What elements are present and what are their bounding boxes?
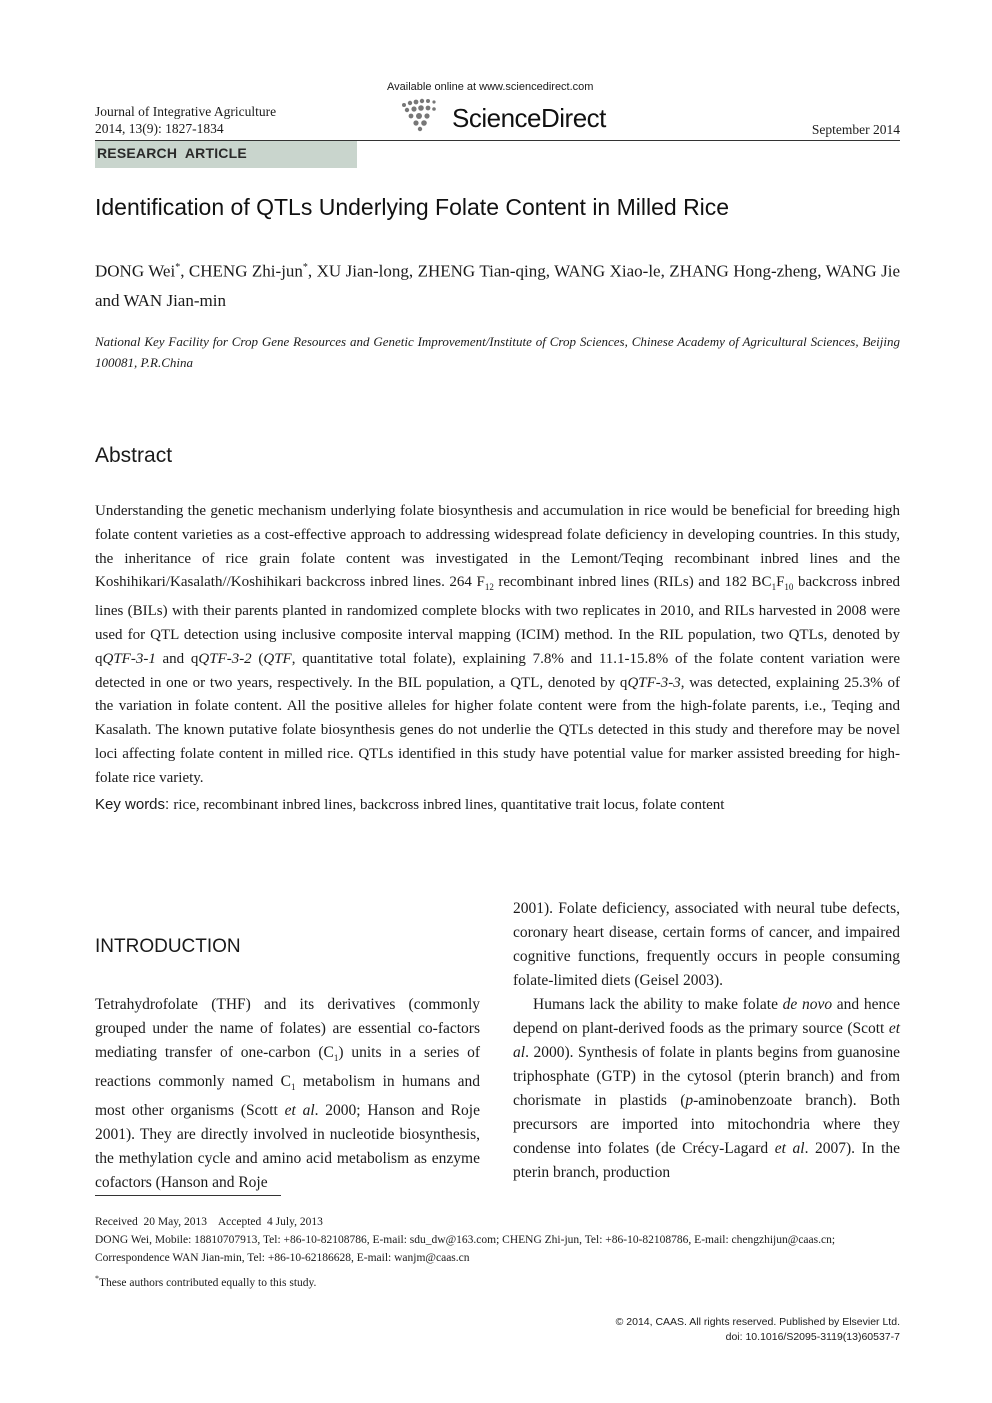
equal-contribution-mark: * (302, 262, 308, 273)
publisher-logo-text: ScienceDirect (452, 103, 606, 133)
intro-right-column (513, 897, 900, 1185)
intro-paragraph: 2001). Folate deficiency, associated with neural tube defects, coronary heart disease, certain forms of cancer, and impaired cognitive functions, frequently occurs in people consuming folate-limited diets (Geisel 2003). (513, 900, 900, 989)
sciencedirect-logo-icon (398, 97, 440, 133)
keywords (95, 796, 900, 814)
doi-link[interactable]: doi: 10.1016/S2095-3119(13)60537-7 (725, 1331, 900, 1343)
copyright (560, 1315, 900, 1345)
affiliation: National Key Facility for Crop Gene Resources and Genetic Improvement/Institute of Crop Sciences, Chinese Academy of Agricultural Sciences, Beijing 100081, P.R.China (95, 334, 900, 370)
journal-info (95, 103, 276, 137)
paper-title: Identification of QTLs Underlying Folate Content in Milled Rice (95, 194, 730, 220)
keywords-text: rice, recombinant inbred lines, backcross inbred lines, quantitative trait locus, folate content (173, 797, 725, 813)
equal-contribution-mark: * (175, 262, 181, 273)
abstract-body: Understanding the genetic mechanism underlying folate biosynthesis and accumulation in rice would be beneficial for breeding high folate content varieties as a cost-effective approach to addressing widespread folate deficiency in developing countries. In this study, the inheritance of rice grain folate content was investigated in the Lemont/Teqing recombinant inbred lines and the Koshihikari/Kasalath//Koshihikari backcross inbred lines. 264 $F_{12}$ recombinant inbred lines (RILs) and 182 $BC_1F_{10}$ backcross inbred lines (BILs) with their parents planted in randomized complete blocks with two replicates in 2010, and RILs harvested in 2008 were used for QTL detection using inclusive composite interval mapping (ICIM) method. In the RIL population, two QTLs, denoted by qQTF-3-1 and qQTF-3-2 (QTF, quantitative total folate), explaining 7.8% and 11.1-15.8% of the folate content variation were detected in one or two years, respectively. In the BIL population, a QTL, denoted by qQTF-3-3, was detected, explaining 25.3% of the variation in folate content. All the positive alleles for higher folate content were from the high-folate parents, i.e., Teqing and Kasalath. The known putative folate biosynthesis genes do not underlie the QTLs detected in this study and therefore may be novel loci affecting folate content in milled rice. QTLs identified in this study have potential value for marker assisted breeding for high-folate rice variety. (95, 503, 900, 786)
journal-name: Journal of Integrative Agriculture (95, 104, 277, 119)
available-online-link[interactable]: Available online at www.sciencedirect.com (387, 81, 594, 93)
intro-paragraph: Humans lack the ability to make folate de novo and hence depend on plant-derived foods as the primary source (Scott et al. 2000). Synthesis of folate in plants begins from guanosine triphosphate (GTP) in the cytosol (pterin branch) and from chorismate in plastids (p-aminobenzoate branch). Both precursors are imported into mitochondria where they condense into folates (de Crécy-Lagard et al. 2007). In the pterin branch, production (513, 996, 900, 1181)
copyright-line: © 2014, CAAS. All rights reserved. Published by Elsevier Ltd. (615, 1316, 900, 1328)
journal-citation: 2014, 13(9): 1827-1834 (95, 121, 224, 136)
author-names-rest: , XU Jian-long, ZHENG Tian-qing, WANG Xiao-le, ZHANG Hong-zheng, WANG Jie and WAN Jian-min (95, 261, 900, 310)
contact-info: DONG Wei, Mobile: 18810707913, Tel: +86-10-82108786, E-mail: sdu_dw@163.com; CHENG Zhi-jun, Tel: +86-10-82108786, E-mail: chengzhijun@caas.cn; Correspondence WAN Jian-min, Tel: +86-10-62186628, E-mail: wanjm@caas.cn (95, 1234, 836, 1264)
intro-left-column (95, 993, 480, 1195)
footnotes (95, 1213, 900, 1292)
keywords-label: Key words: (95, 796, 174, 813)
author-name: , CHENG Zhi-jun (180, 261, 303, 281)
author-name: DONG Wei (95, 261, 176, 281)
author-list (95, 253, 900, 315)
intro-paragraph: Tetrahydrofolate (THF) and its derivatives (commonly grouped under the name of folates) are essential co-factors mediating transfer of one-carbon $(C_1)$ units in a series of reactions commonly named $C_1$ metabolism in humans and most other organisms (Scott et al. 2000; Hanson and Roje 2001). They are directly involved in nucleotide biosynthesis, the methylation cycle and amino acid metabolism as enzyme cofactors (Hanson and Roje (95, 996, 480, 1192)
equal-contribution-note: *These authors contributed equally to this study. (95, 1274, 317, 1289)
received-dates: Received 20 May, 2013 Accepted 4 July, 2013 (95, 1216, 323, 1228)
publication-date: September 2014 (811, 122, 900, 137)
abstract-heading: Abstract (95, 444, 173, 467)
article-type: RESEARCH ARTICLE (97, 145, 247, 161)
introduction-heading: INTRODUCTION (95, 936, 241, 957)
footnote-rule (95, 1195, 281, 1196)
